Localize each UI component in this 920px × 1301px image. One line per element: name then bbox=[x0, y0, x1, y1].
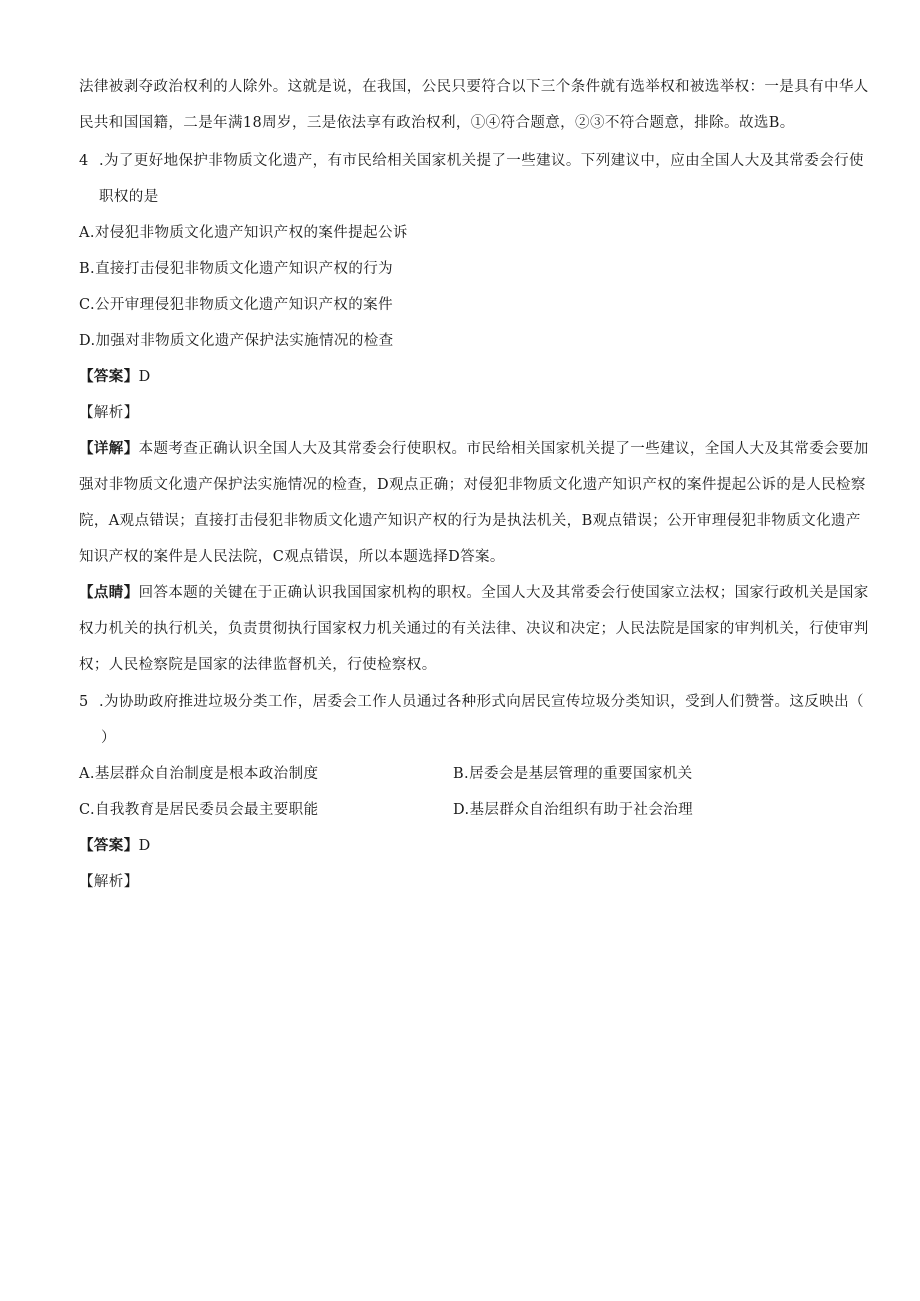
detail-tag: 【详解】 bbox=[79, 440, 139, 457]
answer-tag: 【答案】 bbox=[79, 837, 139, 854]
question-5-stem: .为协助政府推进垃圾分类工作，居委会工作人员通过各种形式向居民宣传垃圾分类知识，受到人们赞誉。这反映出（ bbox=[99, 694, 864, 710]
question-5-option-b: B.居委会是基层管理的重要国家机关 bbox=[453, 766, 693, 782]
answer-tag: 【答案】 bbox=[79, 368, 139, 385]
question-5-analysis-tag: 【解析】 bbox=[79, 874, 139, 890]
question-4-option-a: A.对侵犯非物质文化遗产知识产权的案件提起公诉 bbox=[79, 225, 408, 241]
question-5-stem-end: ） bbox=[101, 730, 116, 746]
question-5-option-a: A.基层群众自治制度是根本政治制度 bbox=[79, 766, 319, 782]
question-5-answer bbox=[79, 836, 151, 856]
detail-text: 本题考查正确认识全国人大及其常委会行使职权。市民给相关国家机关提了一些建议，全国人大及其常委会要加强对非物质文化遗产保护法实施情况的检查，D观点正确；对侵犯非物质文化遗产知识产权的案件提起公诉的是人民检察院，A观点错误；直接打击侵犯非物质文化遗产知识产权的行为是执法机关，B观点错误；公开审理侵犯非物质文化遗产知识产权的案件是人民法院，C观点错误，所以本题选择D答案。 bbox=[79, 441, 869, 565]
question-4-stem: .为了更好地保护非物质文化遗产，有市民给相关国家机关提了一些建议。下列建议中，应由全国人大及其常委会行使职权的是 bbox=[99, 153, 864, 205]
question-4-tip bbox=[79, 575, 874, 683]
question-5-option-d: D.基层群众自治组织有助于社会治理 bbox=[453, 802, 694, 818]
question-4-analysis-tag: 【解析】 bbox=[79, 405, 139, 421]
answer-value: D bbox=[138, 369, 151, 385]
question-4-option-b: B.直接打击侵犯非物质文化遗产知识产权的行为 bbox=[79, 261, 394, 277]
question-5-stem-line bbox=[79, 692, 864, 712]
previous-explanation-text: 法律被剥夺政治权利的人除外。这就是说，在我国，公民只要符合以下三个条件就有选举权和被选举权：一是具有中华人民共和国国籍，二是年满18周岁，三是依法享有政治权利，①④符合题意，②③不符合题意，排除。故选B。 bbox=[79, 79, 869, 131]
question-5-number: 5 bbox=[79, 694, 89, 710]
question-4-number: 4 bbox=[79, 153, 89, 169]
tip-text: 回答本题的关键在于正确认识我国国家机构的职权。全国人大及其常委会行使国家立法权；国家行政机关是国家权力机关的执行机关，负责贯彻执行国家权力机关通过的有关法律、决议和决定；人民法院是国家的审判机关，行使审判权；人民检察院是国家的法律监督机关，行使检察权。 bbox=[79, 585, 869, 673]
question-4-detail bbox=[79, 431, 874, 575]
question-4-stem-line bbox=[79, 151, 869, 215]
answer-value: D bbox=[138, 838, 151, 854]
question-4-option-c: C.公开审理侵犯非物质文化遗产知识产权的案件 bbox=[79, 297, 393, 313]
question-4-option-d: D.加强对非物质文化遗产保护法实施情况的检查 bbox=[79, 333, 394, 349]
tip-tag: 【点睛】 bbox=[79, 584, 139, 601]
question-5-option-c: C.自我教育是居民委员会最主要职能 bbox=[79, 802, 319, 818]
question-4-answer bbox=[79, 367, 151, 387]
